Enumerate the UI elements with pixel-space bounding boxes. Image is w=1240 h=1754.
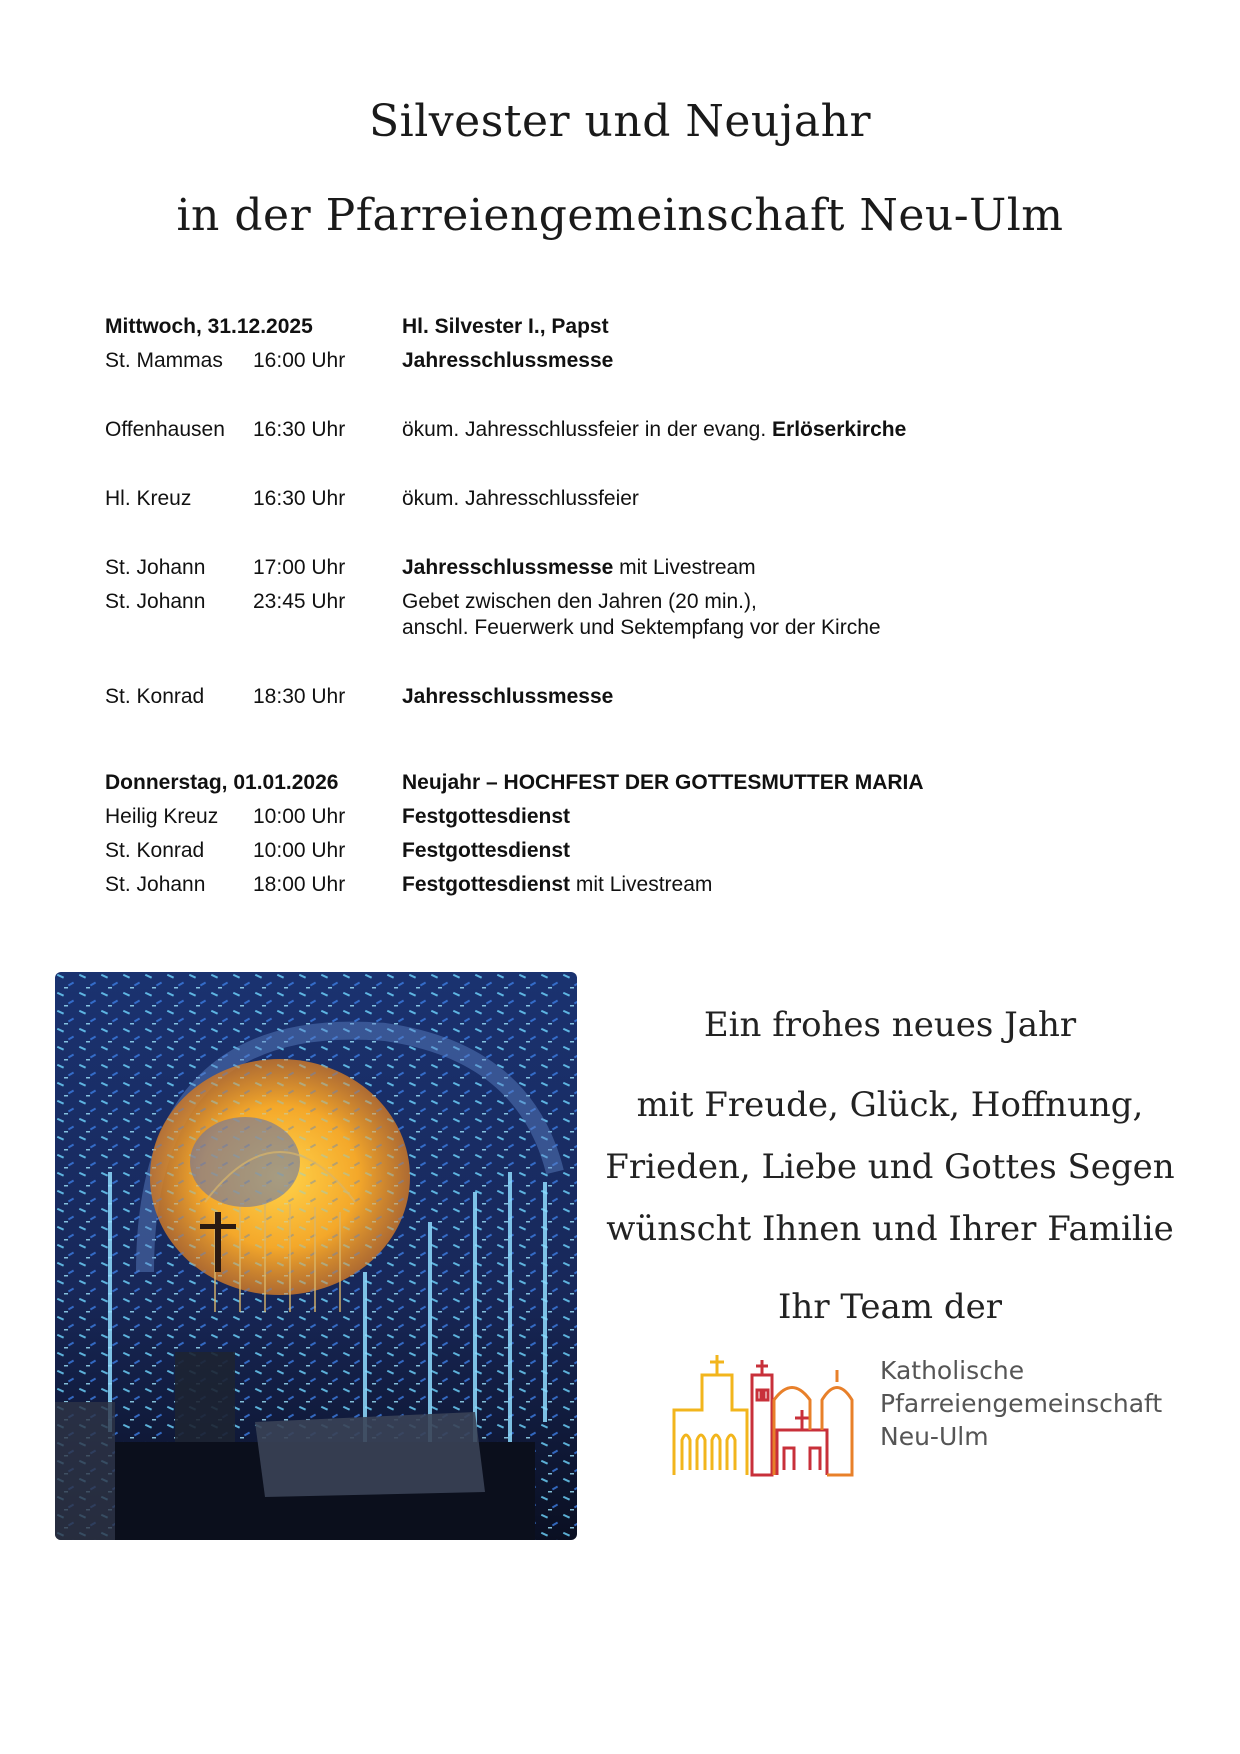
row-time: 17:00 Uhr — [253, 556, 346, 579]
row-time: 18:30 Uhr — [253, 685, 346, 708]
row-time: 16:30 Uhr — [253, 418, 346, 441]
logo-text-line1: Katholische — [880, 1356, 1025, 1385]
row-place: St. Johann — [105, 556, 206, 579]
row-place: Heilig Kreuz — [105, 805, 219, 828]
row-place: St. Johann — [105, 590, 206, 613]
row-event: Festgottesdienst — [402, 805, 571, 828]
row-event — [402, 872, 712, 898]
row-place: St. Johann — [105, 873, 206, 896]
parish-logo-icon — [672, 1330, 872, 1480]
row-event: ökum. Jahresschlussfeier — [402, 487, 639, 510]
day2-feast: Neujahr – HOCHFEST DER GOTTESMUTTER MARIA — [402, 771, 924, 794]
row-event-rest: mit Livestream — [570, 873, 713, 896]
row-place: St. Mammas — [105, 349, 223, 372]
day1-date: Mittwoch, 31.12.2025 — [105, 315, 313, 338]
row-event-bold: Festgottesdienst — [402, 873, 571, 896]
row-time: 16:00 Uhr — [253, 349, 346, 372]
row-event-rest: mit Livestream — [613, 556, 756, 579]
row-place: St. Konrad — [105, 685, 205, 708]
row-event-text: ökum. Jahresschlussfeier in der evang. — [402, 418, 773, 441]
row-event — [402, 417, 906, 443]
row-event — [402, 555, 756, 581]
greeting-line: Ein frohes neues Jahr — [703, 1005, 1077, 1045]
row-event-bold: Jahresschlussmesse — [402, 556, 614, 579]
church-light-projection-image — [55, 972, 577, 1540]
row-time: 10:00 Uhr — [253, 839, 346, 862]
row-time: 23:45 Uhr — [253, 590, 346, 613]
greeting-line: mit Freude, Glück, Hoffnung, — [636, 1085, 1144, 1125]
row-event: Festgottesdienst — [402, 839, 571, 862]
row-place: St. Konrad — [105, 839, 205, 862]
row-time: 10:00 Uhr — [253, 805, 346, 828]
greeting-line: Frieden, Liebe und Gottes Segen — [605, 1147, 1175, 1187]
row-place: Hl. Kreuz — [105, 487, 192, 510]
day1-feast: Hl. Silvester I., Papst — [402, 315, 609, 338]
row-time: 18:00 Uhr — [253, 873, 346, 896]
page-title-line2: in der Pfarreiengemeinschaft Neu-Ulm — [176, 190, 1064, 241]
row-event-location: Erlöserkirche — [772, 418, 907, 441]
row-time: 16:30 Uhr — [253, 487, 346, 510]
page-title-line1: Silvester und Neujahr — [369, 96, 871, 147]
row-event-line2: anschl. Feuerwerk und Sektempfang vor der Kirche — [402, 616, 881, 639]
greeting-line: Ihr Team der — [777, 1287, 1002, 1327]
day2-date: Donnerstag, 01.01.2026 — [105, 771, 339, 794]
row-event: Jahresschlussmesse — [402, 685, 614, 708]
row-event: Gebet zwischen den Jahren (20 min.), — [402, 590, 757, 613]
row-event: Jahresschlussmesse — [402, 349, 614, 372]
greeting-line: wünscht Ihnen und Ihrer Familie — [606, 1209, 1174, 1249]
logo-text-line3: Neu-Ulm — [880, 1422, 989, 1451]
logo-text-line2: Pfarreiengemeinschaft — [880, 1389, 1163, 1418]
row-place: Offenhausen — [105, 418, 225, 441]
church-photo — [55, 972, 577, 1540]
